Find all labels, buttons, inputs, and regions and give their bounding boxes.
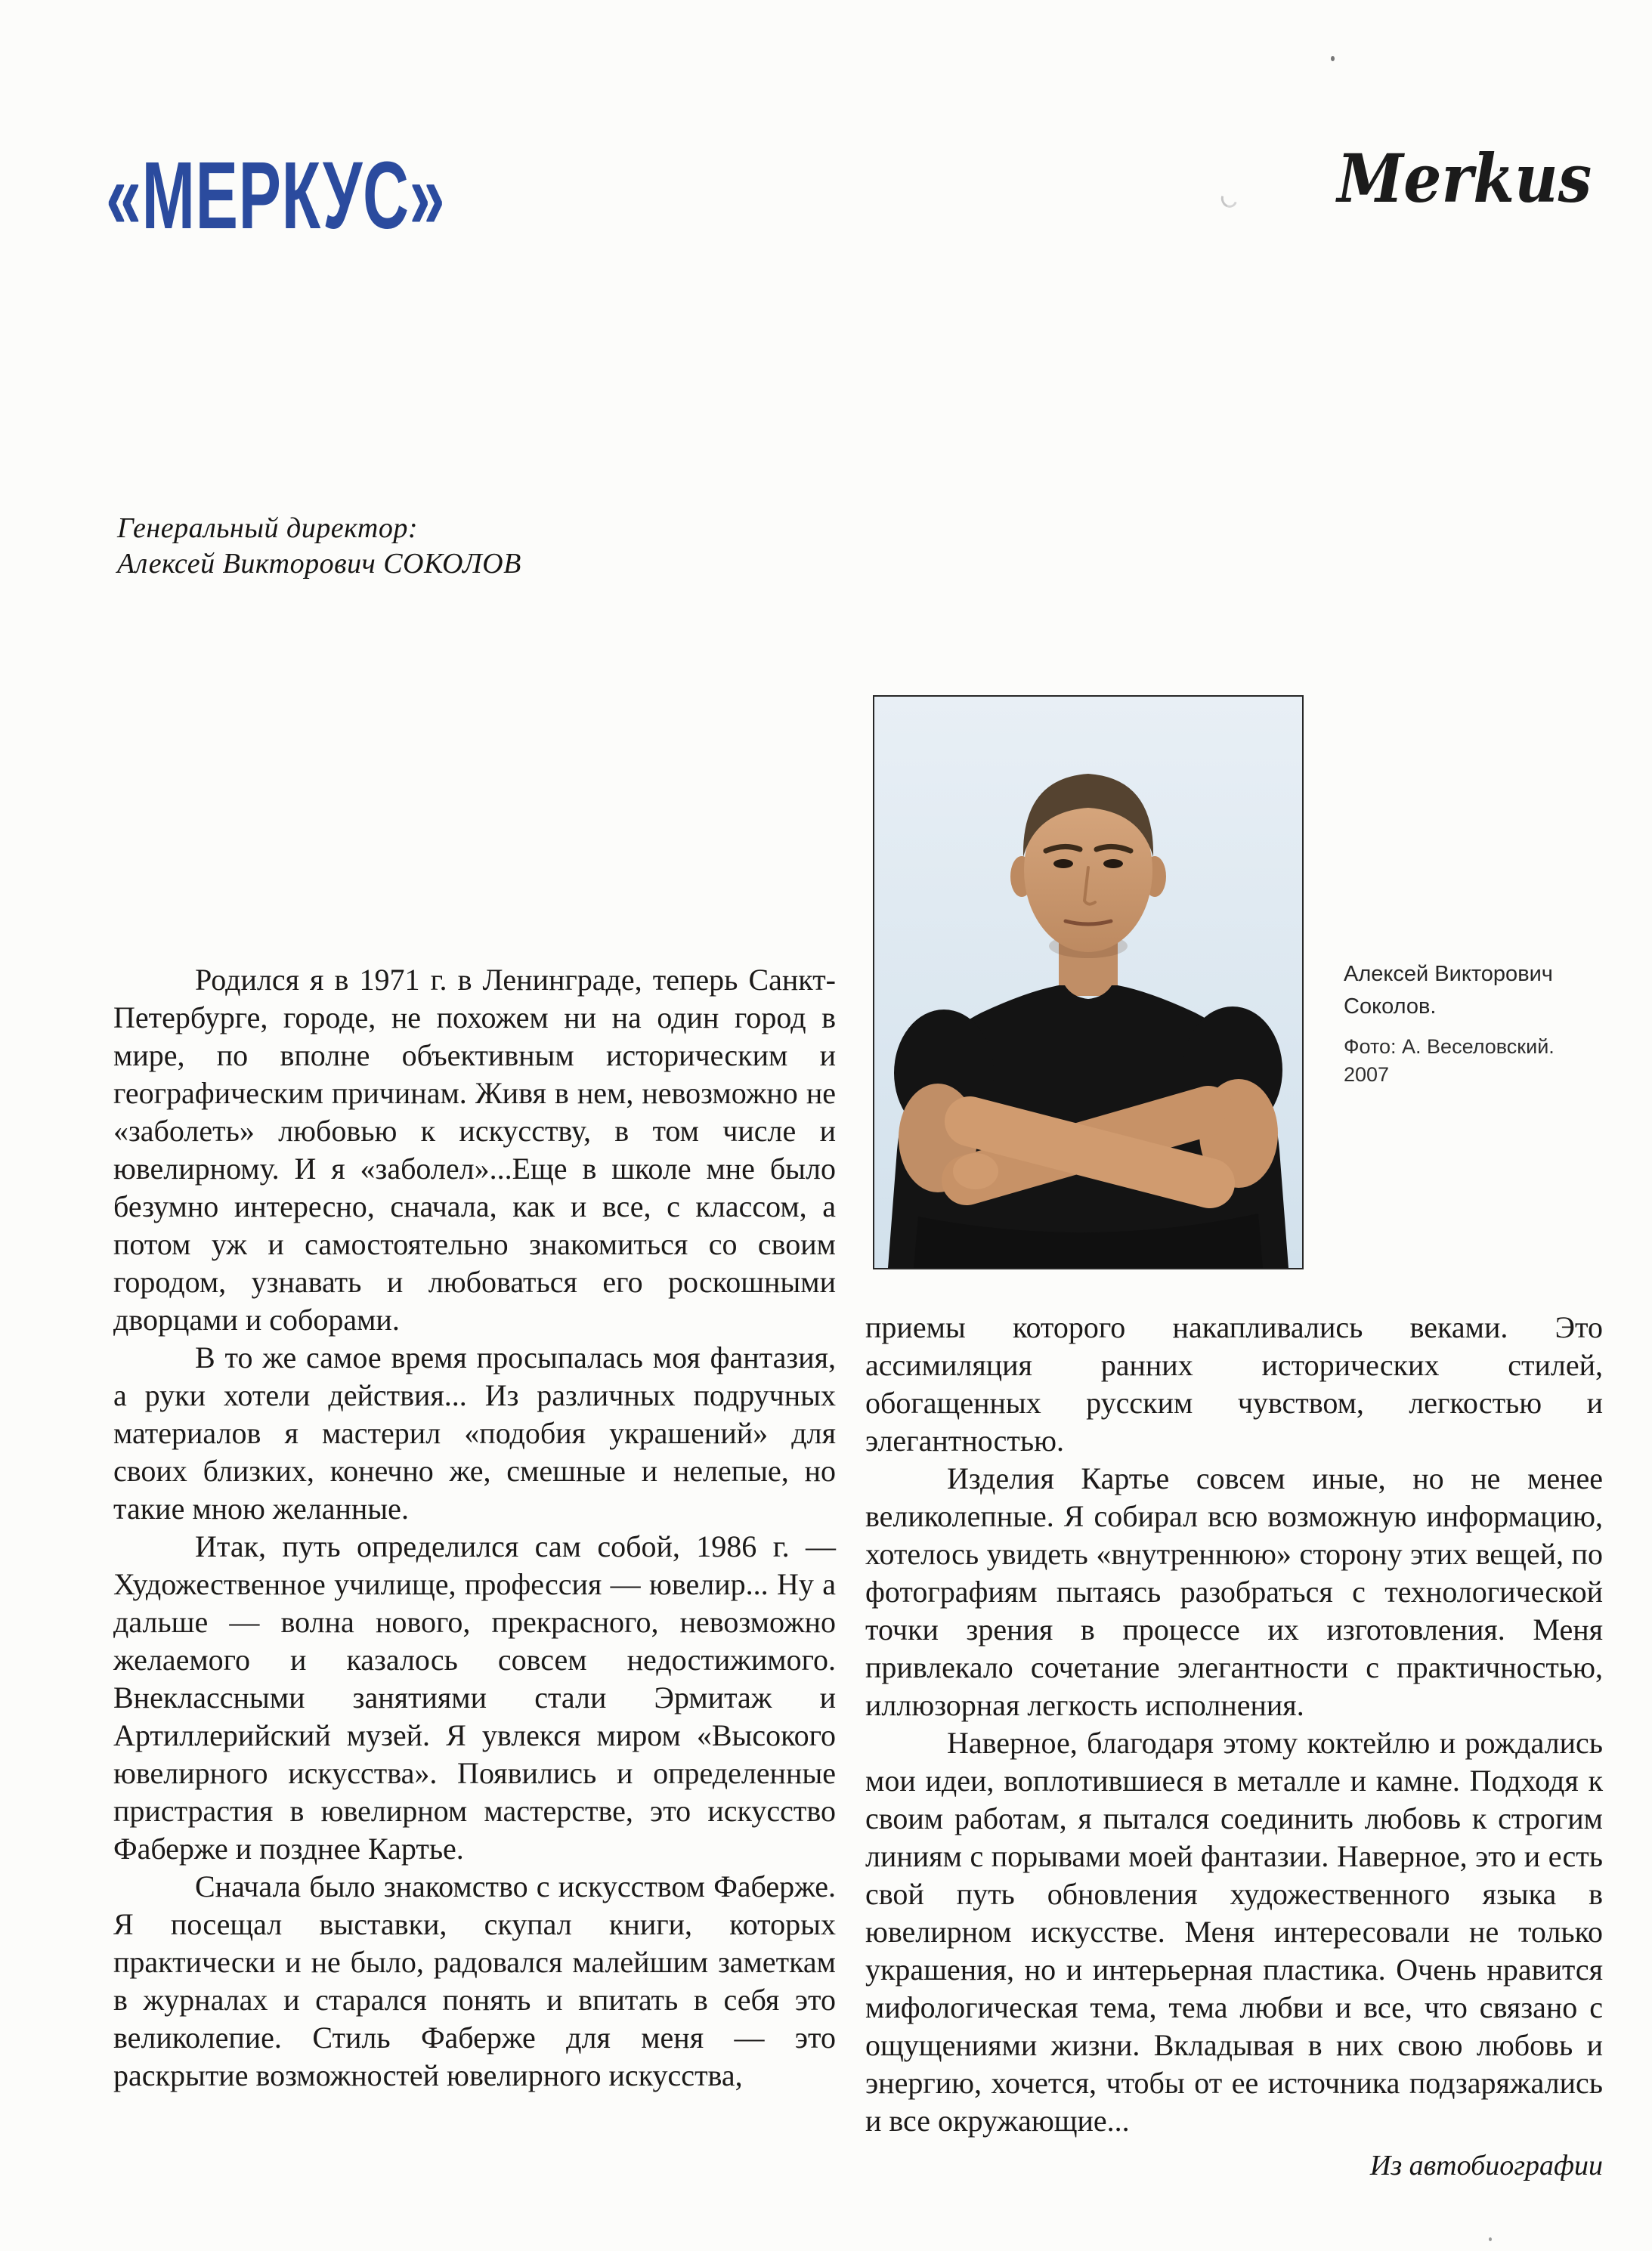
portrait-illustration [874,697,1302,1268]
director-name: Алексей Викторович СОКОЛОВ [117,548,521,580]
caption-name-line2: Соколов. [1344,994,1437,1019]
page-title: «МЕРКУС» [106,142,446,249]
merkus-script-logo: Merkus [1337,139,1592,218]
left-text-column [113,961,836,2095]
portrait-photo [873,695,1304,1269]
paragraph: Изделия Картье совсем иные, но не менее великолепные. Я собирал всю возможную информацию, хотелось увидеть «внутреннюю» сторону этих вещей, по фотографиям пытаясь разобраться с технологической точки зрения в процессе их изготовления. Меня привлекало сочетание элегантности с практичностью, иллюзорная легкость исполнения. [865,1461,1603,1722]
scan-speck [1218,188,1240,211]
paragraph: Итак, путь определился сам собой, 1986 г. — Художественное училище, профессия — ювелир... Ну а дальше — волна нового, прекрасного, невозможно желаемого и казалось совсем недостижимого. Внеклассными занятиями стали Эрмитаж и Артиллерийский музей. Я увлекся миром «Высокого ювелирного искусства». Появились и определенные пристрастия в ювелирном мастерстве, это искусство Фаберже и позднее Картье. [113,1529,836,1866]
scan-speck [1489,2237,1492,2241]
caption-credit-line1: Фото: А. Веселовский. [1344,1035,1555,1058]
paragraph: Родился я в 1971 г. в Ленинграде, теперь Санкт-Петербурге, городе, не похожем ни на один город в мире, по вполне объективным историческим и географическим причинам. Живя в нем, невозможно не «заболеть» любовью к искусству, в том числе и ювелирному. И я «заболел»...Еще в школе мне было безумно интересно, сначала, как и все, с классом, а потом уж и самостоятельно знакомиться со своим городом, узнавать и любоваться его роскошными дворцами и соборами. [113,963,836,1337]
photo-caption [1344,958,1604,1089]
autobiography-signature: Из автобиографии [1369,2150,1603,2181]
caption-name-line1: Алексей Викторович [1344,962,1553,986]
scan-speck [1331,56,1335,61]
director-label: Генеральный директор: [117,512,418,544]
paragraph: В то же самое время просыпалась моя фантазия, а руки хотели действия... Из различных подручных материалов я мастерил «подобия украшений» для своих близких, конечно же, смешные и нелепые, но такие мною желанные. [113,1340,836,1526]
director-block [117,511,521,582]
right-text-column [865,1309,1603,2184]
paragraph: Наверное, благодаря этому коктейлю и рождались мои идеи, воплотившиеся в металле и камне. Подходя к своим работам, я пытался соединить любовь к строгим линиям с порывами моей фантазии. Наверное, это и есть свой путь обновления художественного языка в ювелирном искусстве. Меня интересовали не только украшения, но и интерьерная пластика. Очень нравится мифологическая тема, тема любви и все, что связано с ощущениями жизни. Вкладывая в них свою любовь и энергию, хочется, чтобы от ее источника подзаряжались и все окружающие... [865,1726,1603,2138]
caption-credit-line2: 2007 [1344,1063,1390,1086]
paragraph: Сначала было знакомство с искусством Фаберже. Я посещал выставки, скупал книги, которых практически и не было, радовался малейшим заметкам в журналах и старался понять и впитать в себя это великолепие. Стиль Фаберже для меня — это раскрытие возможностей ювелирного искусства, [113,1869,836,2092]
paragraph: приемы которого накапливались веками. Это ассимиляция ранних исторических стилей, обогащенных русским чувством, легкостью и элегантностью. [865,1310,1603,1458]
